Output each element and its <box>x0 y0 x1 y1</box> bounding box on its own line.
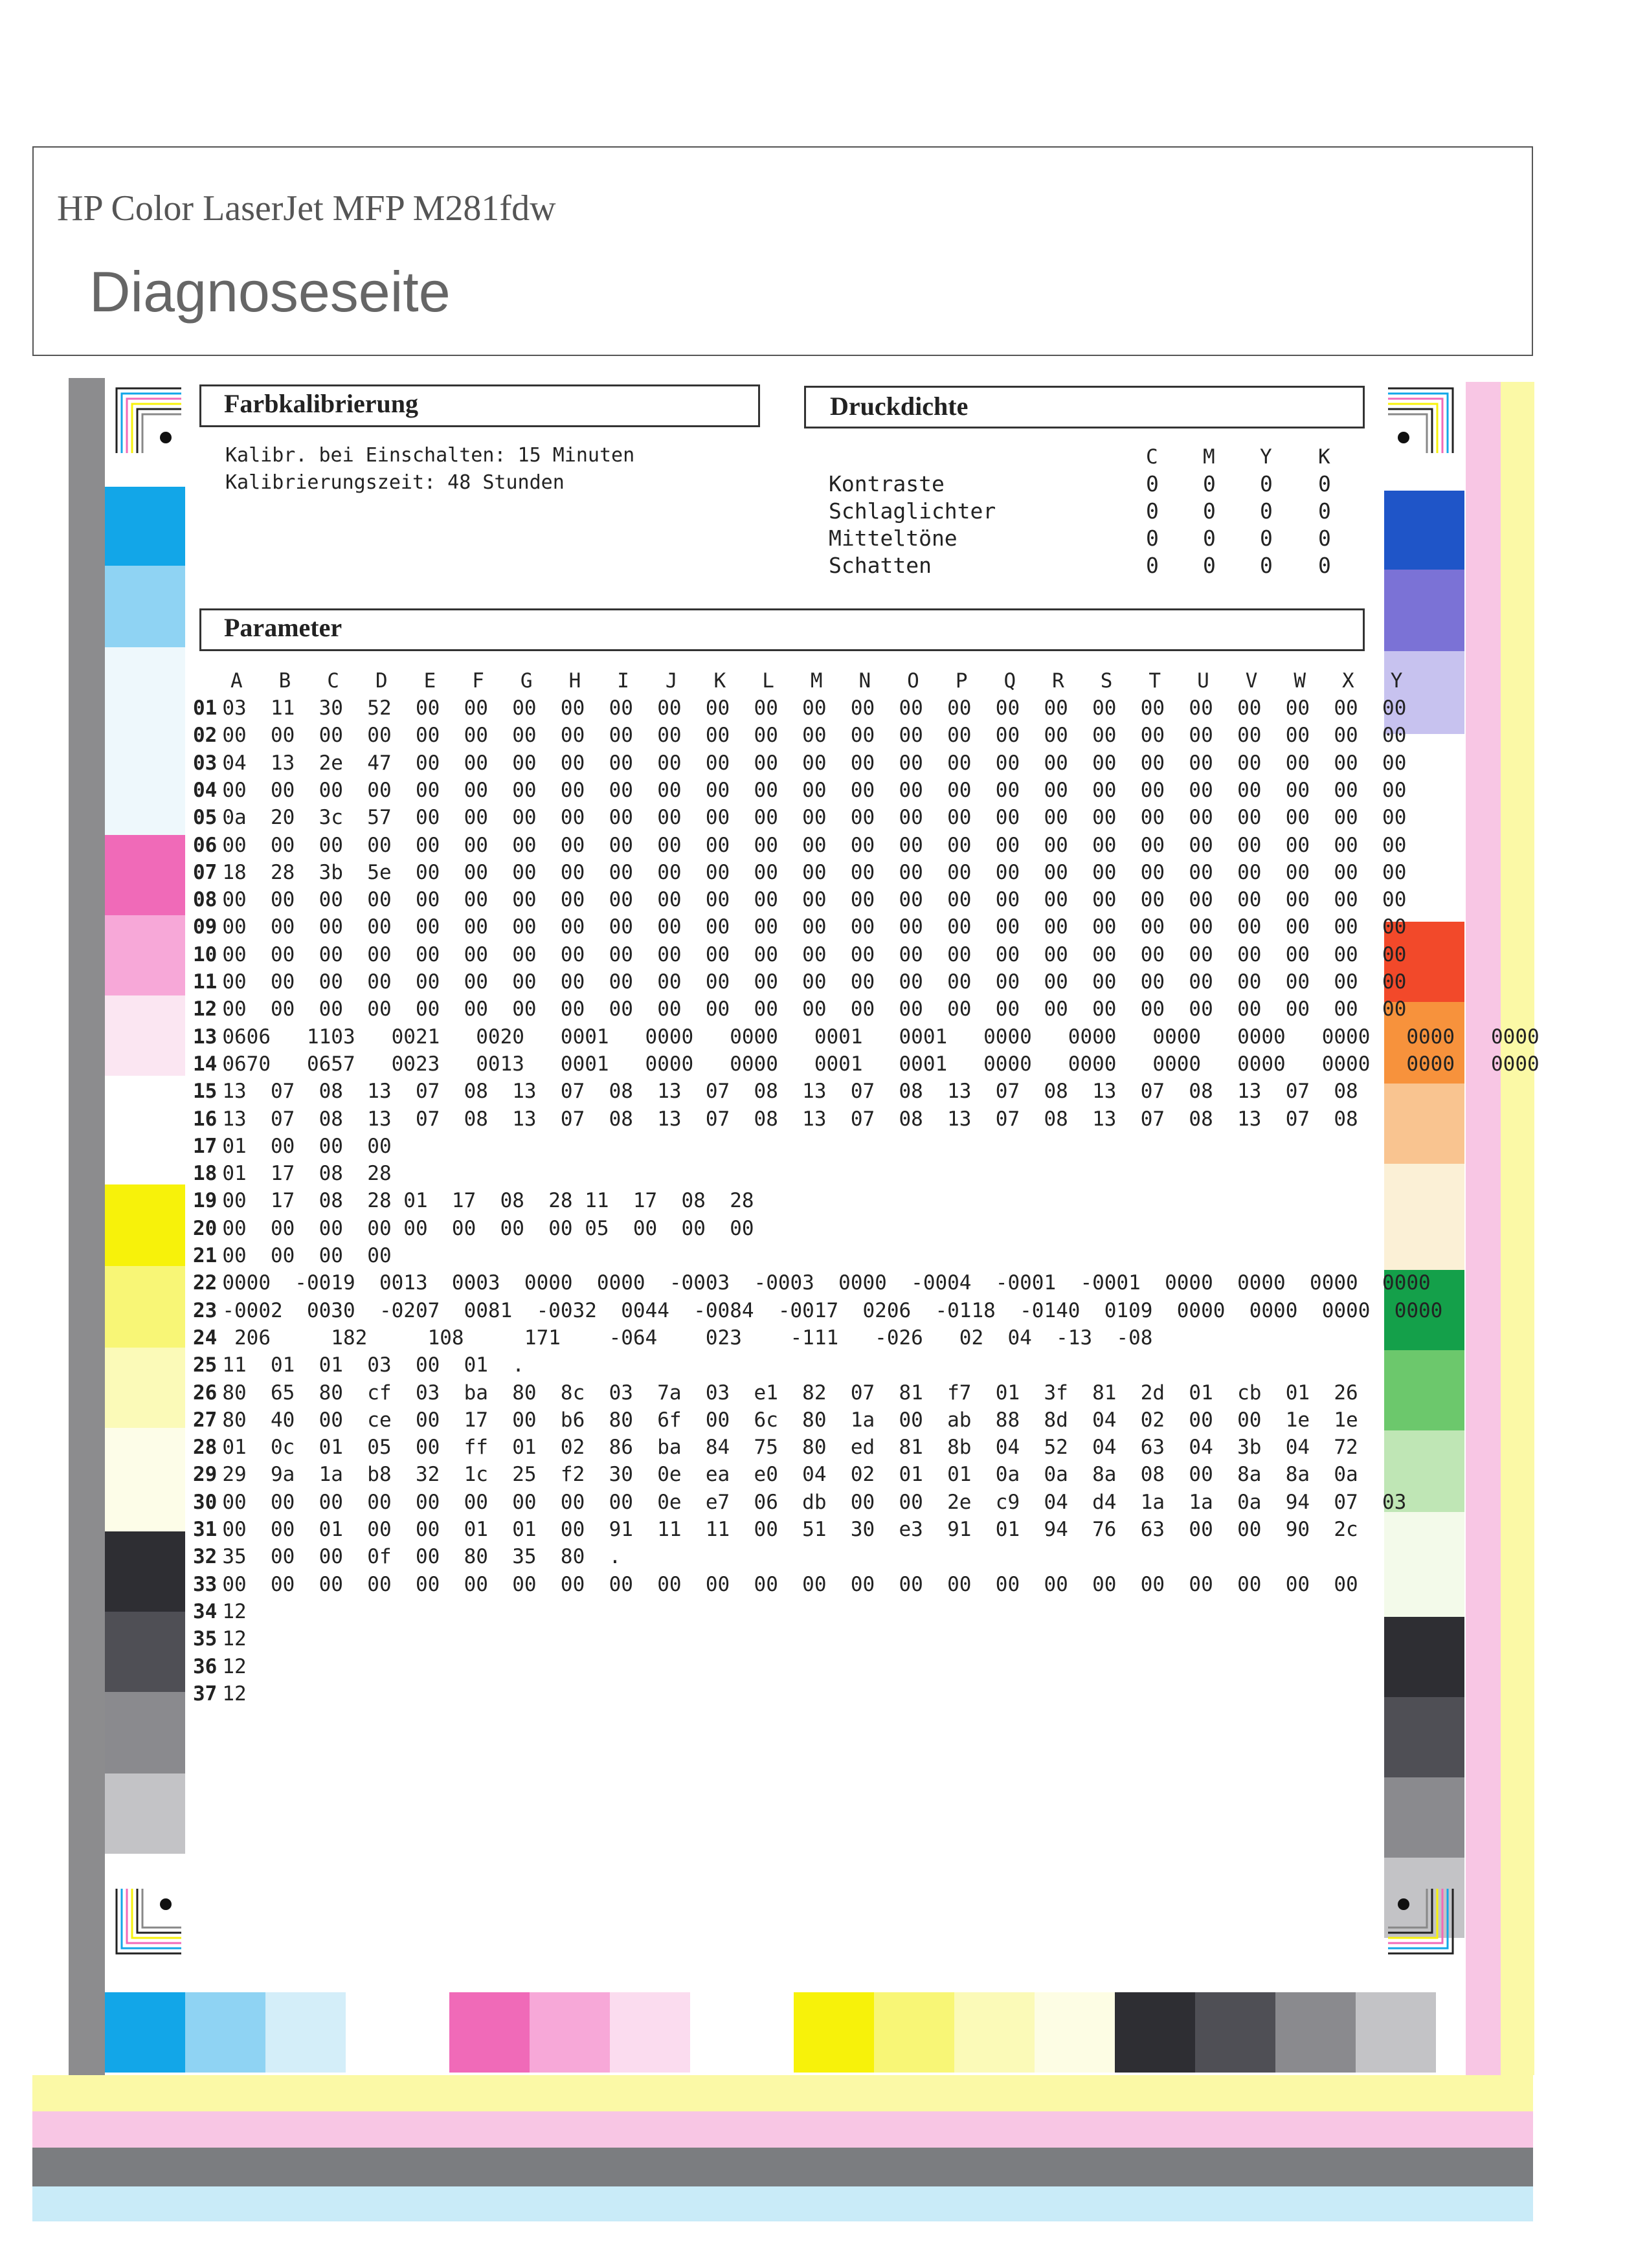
parameter-header-box <box>199 608 1365 651</box>
parameter-row <box>193 1299 1442 1322</box>
parameter-row-number: 06 <box>193 833 218 857</box>
parameter-row-number: 07 <box>193 860 218 884</box>
density-value: 0 <box>1318 526 1331 551</box>
parameter-row <box>193 1518 1358 1541</box>
parameter-row <box>193 779 1406 802</box>
parameter-row <box>193 1271 1431 1295</box>
yellow-light-patch <box>105 1266 185 1348</box>
violet-patch <box>1384 570 1464 651</box>
parameter-row-number: 03 <box>193 751 218 775</box>
parameter-row <box>193 1627 247 1651</box>
parameter-row-values: 00 00 00 00 00 00 00 00 00 00 00 00 00 00 00 00 00 00 00 00 00 00 00 00 00 <box>222 778 1407 802</box>
parameter-row-values: 01 00 00 00 <box>222 1134 392 1158</box>
parameter-row-number: 05 <box>193 806 218 830</box>
parameter-row-number: 18 <box>193 1162 218 1186</box>
parameter-row-values: 18 28 3b 5e 00 00 00 00 00 00 00 00 00 00 00 00 00 00 00 00 00 00 00 00 00 <box>222 860 1407 884</box>
parameter-row-number: 10 <box>193 942 218 966</box>
parameter-row-values: 00 00 00 00 00 00 00 00 00 00 00 00 00 00 00 00 00 00 00 00 00 00 00 00 00 <box>222 997 1407 1021</box>
swatch-cyan-pale <box>265 1992 346 2073</box>
yellow-faint-patch <box>105 1428 185 1531</box>
bottom-gray-strip <box>32 2148 1533 2186</box>
swatch-magenta <box>449 1992 530 2073</box>
bottom-yellow-strip <box>32 2075 1533 2111</box>
density-row-label: Schlaglichter <box>829 498 996 524</box>
parameter-row-values: 01 0c 01 05 00 ff 01 02 86 ba 84 75 80 ed 81 8b 04 52 04 63 04 3b 04 72 <box>222 1436 1358 1460</box>
parameter-row-values: 11 01 01 03 00 01 . <box>222 1353 524 1377</box>
parameter-row-values: 00 00 01 00 00 01 01 00 91 11 11 00 51 30 e3 91 01 94 76 63 00 00 90 2c <box>222 1518 1358 1541</box>
parameter-row-number: 23 <box>193 1298 218 1322</box>
parameter-row-values: 13 07 08 13 07 08 13 07 08 13 07 08 13 07 08 13 07 08 13 07 08 13 07 08 <box>222 1080 1358 1104</box>
parameter-row <box>193 861 1406 884</box>
yellow-pale-patch <box>105 1348 185 1428</box>
parameter-row <box>193 1353 524 1377</box>
blue-patch <box>1384 491 1464 570</box>
swatch-light-gray <box>1356 1992 1436 2073</box>
parameter-row <box>193 1491 1406 1514</box>
parameter-row-number: 31 <box>193 1518 218 1541</box>
parameter-row-values: 13 07 08 13 07 08 13 07 08 13 07 08 13 07 08 13 07 08 13 07 08 13 07 08 <box>222 1107 1358 1131</box>
parameter-row-number: 36 <box>193 1654 218 1678</box>
parameter-row-number: 24 <box>193 1326 218 1350</box>
parameter-row-values: 00 00 00 00 <box>222 1244 392 1267</box>
parameter-row-values: 0670 0657 0023 0013 0001 0000 0000 0001 0001 0000 0000 0000 0000 0000 0000 0000 <box>222 1052 1540 1076</box>
parameter-row-values: 206 182 108 171 -064 023 -111 -026 02 04 -13 -08 <box>222 1326 1153 1350</box>
density-value: 0 <box>1260 471 1273 496</box>
parameter-row-number: 34 <box>193 1599 218 1623</box>
swatch-dark-gray <box>1195 1992 1275 2073</box>
dark-gray-right-patch <box>1384 1697 1464 1777</box>
magenta-light-patch <box>105 915 185 995</box>
parameter-row <box>193 1381 1358 1405</box>
density-col-y: Y <box>1260 445 1272 469</box>
peach-patch <box>1384 1084 1464 1164</box>
parameter-row <box>193 1573 1358 1596</box>
mid-gray-right-patch <box>1384 1777 1464 1858</box>
parameter-row-number: 32 <box>193 1545 218 1569</box>
parameter-row-number: 27 <box>193 1408 218 1432</box>
density-value: 0 <box>1318 498 1331 524</box>
registration-mark-bottom-right <box>1382 1882 1459 1960</box>
parameter-row <box>193 834 1406 857</box>
density-value: 0 <box>1146 526 1159 551</box>
parameter-row <box>193 1080 1358 1103</box>
density-value: 0 <box>1146 553 1159 578</box>
parameter-row <box>193 1545 621 1568</box>
parameter-label: Parameter <box>224 613 342 642</box>
calibration-time-line: Kalibrierungszeit: 48 Stunden <box>225 471 565 494</box>
density-value: 0 <box>1203 498 1216 524</box>
parameter-row-number: 29 <box>193 1463 218 1487</box>
parameter-row-number: 35 <box>193 1627 218 1651</box>
parameter-row-number: 22 <box>193 1271 218 1295</box>
black-right-patch <box>1384 1617 1464 1697</box>
parameter-row <box>193 1600 247 1623</box>
parameter-row-values: -0002 0030 -0207 0081 -0032 0044 -0084 -0017 0206 -0118 -0140 0109 0000 0000 0000 0000 <box>222 1298 1443 1322</box>
density-value: 0 <box>1260 526 1273 551</box>
parameter-row-values: 12 <box>222 1599 247 1623</box>
parameter-row <box>193 806 1406 829</box>
density-value: 0 <box>1146 471 1159 496</box>
parameter-row <box>193 751 1406 775</box>
swatch-blank <box>346 1992 449 2073</box>
parameter-row-number: 02 <box>193 724 218 748</box>
swatch-cyan <box>105 1992 185 2073</box>
parameter-row-values: 00 00 00 00 00 00 00 00 00 0e e7 06 db 00 00 2e c9 04 d4 1a 1a 0a 94 07 03 <box>222 1490 1407 1514</box>
swatch-black <box>1115 1992 1195 2073</box>
density-col-m: M <box>1203 445 1215 469</box>
parameter-row-number: 21 <box>193 1244 218 1267</box>
yellow-patch <box>105 1184 185 1266</box>
calibration-label: Farbkalibrierung <box>224 389 419 418</box>
parameter-row-values: 00 17 08 28 01 17 08 28 11 17 08 28 <box>222 1189 754 1213</box>
parameter-row-values: 04 13 2e 47 00 00 00 00 00 00 00 00 00 00 00 00 00 00 00 00 00 00 00 00 00 <box>222 751 1407 775</box>
calibration-power-on-line: Kalibr. bei Einschalten: 15 Minuten <box>225 444 635 467</box>
light-gray-patch <box>105 1773 185 1854</box>
black-patch <box>105 1531 185 1612</box>
cyan-pale-patch <box>105 647 185 835</box>
parameter-row <box>193 915 1406 939</box>
parameter-row-number: 15 <box>193 1080 218 1104</box>
cream-patch <box>1384 1164 1464 1270</box>
dark-gray-patch <box>105 1612 185 1692</box>
swatch-blank <box>690 1992 794 2073</box>
density-value: 0 <box>1260 498 1273 524</box>
swatch-yellow-faint <box>1035 1992 1115 2073</box>
parameter-row-values: 00 00 00 00 00 00 00 00 00 00 00 00 00 00 00 00 00 00 00 00 00 00 00 00 00 <box>222 888 1407 912</box>
parameter-row-number: 25 <box>193 1353 218 1377</box>
parameter-row <box>193 696 1406 720</box>
parameter-row-values: 00 00 00 00 00 00 00 00 00 00 00 00 00 00 00 00 00 00 00 00 00 00 00 00 00 <box>222 942 1407 966</box>
parameter-row-number: 14 <box>193 1052 218 1076</box>
density-row <box>829 553 1360 578</box>
parameter-row-number: 04 <box>193 778 218 802</box>
parameter-row-number: 16 <box>193 1107 218 1131</box>
registration-mark-bottom-left <box>110 1882 188 1960</box>
parameter-row-number: 37 <box>193 1682 218 1706</box>
parameter-row <box>193 1025 1540 1049</box>
lavender-patch <box>1384 651 1464 734</box>
density-row <box>829 526 1360 551</box>
parameter-row <box>193 1655 247 1678</box>
parameter-row-number: 08 <box>193 888 218 912</box>
density-value: 0 <box>1318 471 1331 496</box>
density-value: 0 <box>1146 498 1159 524</box>
parameter-row-values: 12 <box>222 1627 247 1651</box>
density-value: 0 <box>1203 526 1216 551</box>
parameter-row-values: 0a 20 3c 57 00 00 00 00 00 00 00 00 00 00 00 00 00 00 00 00 00 00 00 00 00 <box>222 806 1407 830</box>
parameter-row <box>193 970 1406 994</box>
parameter-row-number: 12 <box>193 997 218 1021</box>
parameter-row <box>193 1463 1358 1486</box>
parameter-row-values: 12 <box>222 1654 247 1678</box>
parameter-row-values: 00 00 00 00 00 00 00 00 05 00 00 00 <box>222 1216 754 1240</box>
parameter-row-values: 03 11 30 52 00 00 00 00 00 00 00 00 00 00 00 00 00 00 00 00 00 00 00 00 00 <box>222 696 1407 720</box>
registration-mark-top-left <box>110 382 188 460</box>
parameter-row-values: 12 <box>222 1682 247 1706</box>
parameter-row-number: 30 <box>193 1490 218 1514</box>
parameter-row-values: 29 9a 1a b8 32 1c 25 f2 30 0e ea e0 04 02 01 01 0a 0a 8a 08 00 8a 8a 0a <box>222 1463 1358 1487</box>
registration-mark-top-right <box>1382 382 1459 460</box>
left-color-patches <box>105 487 185 1854</box>
green-faint-patch <box>1384 1512 1464 1617</box>
green-light-patch <box>1384 1350 1464 1430</box>
parameter-row <box>193 1244 392 1267</box>
parameter-row <box>193 1052 1540 1076</box>
parameter-row <box>193 1135 392 1158</box>
parameter-row-number: 20 <box>193 1216 218 1240</box>
parameter-row <box>193 1162 392 1185</box>
parameter-row-values: 00 00 00 00 00 00 00 00 00 00 00 00 00 00 00 00 00 00 00 00 00 00 00 00 00 <box>222 970 1407 994</box>
parameter-row-number: 17 <box>193 1134 218 1158</box>
magenta-pale-patch <box>105 995 185 1076</box>
swatch-yellow <box>794 1992 874 2073</box>
parameter-row-number: 11 <box>193 970 218 994</box>
parameter-row <box>193 943 1406 966</box>
parameter-row <box>193 1189 754 1212</box>
parameter-row-values: 80 40 00 ce 00 17 00 b6 80 6f 00 6c 80 1a 00 ab 88 8d 04 02 00 00 1e 1e <box>222 1408 1358 1432</box>
parameter-row <box>193 997 1406 1021</box>
page-title: Diagnoseseite <box>89 260 451 324</box>
swatch-cyan-light <box>185 1992 265 2073</box>
parameter-row-number: 26 <box>193 1381 218 1405</box>
density-value: 0 <box>1203 471 1216 496</box>
density-col-c: C <box>1146 445 1158 469</box>
parameter-row-values: 0606 1103 0021 0020 0001 0000 0000 0001 0001 0000 0000 0000 0000 0000 0000 0000 <box>222 1025 1540 1049</box>
parameter-row-values: 00 00 00 00 00 00 00 00 00 00 00 00 00 00 00 00 00 00 00 00 00 00 00 00 00 <box>222 724 1407 748</box>
bottom-cyan-strip <box>32 2186 1533 2221</box>
right-pink-strip <box>1466 382 1501 2075</box>
parameter-row <box>193 1107 1358 1131</box>
parameter-row <box>193 1217 754 1240</box>
parameter-row-number: 33 <box>193 1572 218 1596</box>
parameter-row <box>193 1408 1358 1432</box>
swatch-magenta-pale <box>610 1992 690 2073</box>
parameter-row-number: 01 <box>193 696 218 720</box>
parameter-row <box>193 1326 1152 1350</box>
parameter-row-number: 19 <box>193 1189 218 1213</box>
density-value: 0 <box>1318 553 1331 578</box>
cyan-light-patch <box>105 566 185 647</box>
swatch-yellow-light <box>874 1992 954 2073</box>
parameter-row <box>193 1682 247 1706</box>
density-label: Druckdichte <box>830 392 969 421</box>
density-value: 0 <box>1203 553 1216 578</box>
mid-gray-patch <box>105 1692 185 1773</box>
swatch-mid-gray <box>1275 1992 1356 2073</box>
parameter-row <box>193 1436 1358 1459</box>
printer-model: HP Color LaserJet MFP M281fdw <box>57 188 556 228</box>
right-yellow-strip <box>1501 382 1534 2075</box>
swatch-yellow-pale <box>954 1992 1035 2073</box>
parameter-row-values: 00 00 00 00 00 00 00 00 00 00 00 00 00 00 00 00 00 00 00 00 00 00 00 00 <box>222 1572 1358 1596</box>
density-row-label: Schatten <box>829 553 932 578</box>
parameter-row <box>193 888 1406 911</box>
parameter-row-values: 0000 -0019 0013 0003 0000 0000 -0003 -0003 0000 -0004 -0001 -0001 0000 0000 0000 0000 <box>222 1271 1431 1295</box>
parameter-column-header: A B C D E F G H I J K L M N O P Q R S T U V W X Y <box>230 669 1403 693</box>
parameter-row-values: 01 17 08 28 <box>222 1162 392 1186</box>
parameter-row-number: 13 <box>193 1025 218 1049</box>
parameter-row-number: 09 <box>193 915 218 939</box>
bottom-pink-strip <box>32 2111 1533 2148</box>
parameter-row <box>193 724 1406 747</box>
density-col-k: K <box>1318 445 1330 469</box>
cyan-patch <box>105 487 185 566</box>
density-row <box>829 498 1360 524</box>
magenta-patch <box>105 835 185 915</box>
parameter-row-values: 80 65 80 cf 03 ba 80 8c 03 7a 03 e1 82 07 81 f7 01 3f 81 2d 01 cb 01 26 <box>222 1381 1358 1405</box>
density-row <box>829 471 1360 496</box>
parameter-row-number: 28 <box>193 1436 218 1460</box>
left-gray-strip <box>69 378 105 2075</box>
density-row-label: Mitteltöne <box>829 526 958 551</box>
blank-patch <box>105 1076 185 1184</box>
density-row-label: Kontraste <box>829 471 945 496</box>
parameter-row-values: 00 00 00 00 00 00 00 00 00 00 00 00 00 00 00 00 00 00 00 00 00 00 00 00 00 <box>222 833 1407 857</box>
bottom-swatch-row <box>105 1992 1464 2073</box>
parameter-row-values: 35 00 00 0f 00 80 35 80 . <box>222 1545 622 1569</box>
parameter-row-values: 00 00 00 00 00 00 00 00 00 00 00 00 00 00 00 00 00 00 00 00 00 00 00 00 00 <box>222 915 1407 939</box>
density-value: 0 <box>1260 553 1273 578</box>
swatch-magenta-light <box>530 1992 610 2073</box>
